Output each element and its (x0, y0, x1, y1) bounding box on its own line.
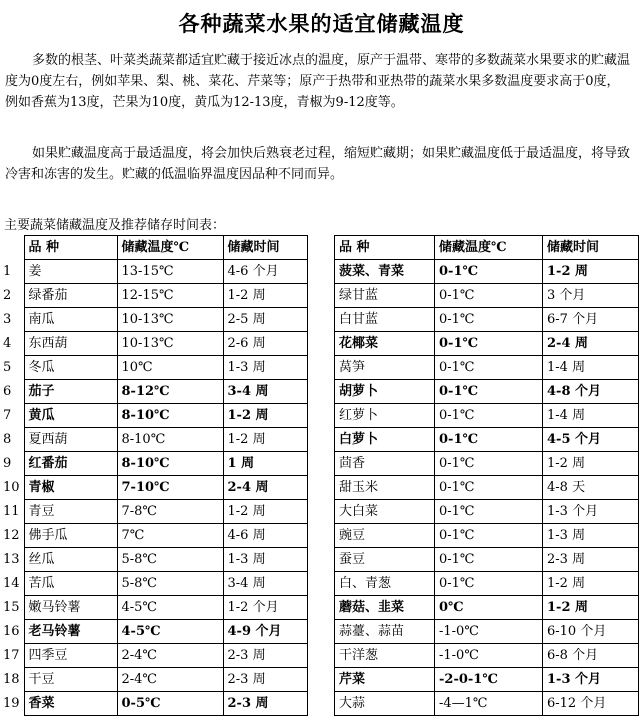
storage-temp: 12-15℃ (117, 284, 223, 308)
row-index: 13 (0, 548, 24, 572)
table-row (0, 404, 307, 428)
intro-paragraph: 多数的根茎、叶菜类蔬菜都适宜贮藏于接近冰点的温度，原产于温带、寒带的多数蔬菜水果要求的贮藏温度为0度左右，例如苹果、梨、桃、菜花、芹菜等；原产于热带和亚热带的蔬菜水果多数温度要求高于0度，例如香蕉为13度，芒果为10度，黄瓜为12-13度，青椒为9-12度等。 (5, 53, 631, 110)
vegetable-name: 绿番茄 (24, 284, 117, 308)
storage-time: 4-6 周 (223, 524, 307, 548)
row-index: 9 (0, 452, 24, 476)
row-index: 2 (0, 284, 24, 308)
table-row (0, 332, 307, 356)
vegetable-name: 佛手瓜 (24, 524, 117, 548)
row-index: 5 (0, 356, 24, 380)
vegetable-name: 白、青葱 (335, 572, 435, 596)
storage-temp: 0-1℃ (435, 428, 543, 452)
storage-time: 2-4 周 (223, 476, 307, 500)
table-row (0, 524, 307, 548)
table-row (335, 260, 639, 284)
storage-temp: 8-12℃ (117, 380, 223, 404)
storage-temp: 0-1℃ (435, 452, 543, 476)
row-index: 10 (0, 476, 24, 500)
table-row (0, 644, 307, 668)
vegetable-name: 香菜 (24, 692, 117, 716)
table-row (335, 668, 639, 692)
table-row (0, 572, 307, 596)
storage-time: 1-2 周 (223, 404, 307, 428)
vegetable-name: 青豆 (24, 500, 117, 524)
name-header: 品 种 (24, 236, 117, 260)
row-index: 6 (0, 380, 24, 404)
storage-temp: 0-1℃ (435, 308, 543, 332)
storage-temp: 10-13℃ (117, 332, 223, 356)
vegetable-name: 老马铃薯 (24, 620, 117, 644)
row-index: 3 (0, 308, 24, 332)
row-index: 19 (0, 692, 24, 716)
table-row (0, 596, 307, 620)
storage-time: 3-4 周 (223, 572, 307, 596)
left-storage-table (0, 235, 308, 716)
storage-time: 1-3 周 (223, 548, 307, 572)
vegetable-name: 胡萝卜 (335, 380, 435, 404)
index-header (0, 236, 24, 260)
vegetable-name: 红萝卜 (335, 404, 435, 428)
storage-time: 2-5 周 (223, 308, 307, 332)
right-storage-table (334, 235, 639, 716)
vegetable-name: 干豆 (24, 668, 117, 692)
storage-time: 4-8 天 (543, 476, 639, 500)
storage-time: 2-3 周 (223, 644, 307, 668)
temp-header: 储藏温度℃ (117, 236, 223, 260)
left-header-row (0, 236, 307, 260)
storage-time: 3 个月 (543, 284, 639, 308)
storage-time: 1-2 周 (543, 572, 639, 596)
page-title: 各种蔬菜水果的适宜储藏温度 (178, 11, 465, 36)
storage-temp: 7-10℃ (117, 476, 223, 500)
time-header: 储藏时间 (223, 236, 307, 260)
storage-temp: 0-1℃ (435, 572, 543, 596)
row-index: 16 (0, 620, 24, 644)
storage-time: 2-4 周 (543, 332, 639, 356)
storage-time: 2-3 周 (223, 692, 307, 716)
table-row (0, 500, 307, 524)
storage-time: 6-12 个月 (543, 692, 639, 716)
vegetable-name: 大白菜 (335, 500, 435, 524)
storage-temp: 0-5℃ (117, 692, 223, 716)
table-row (0, 668, 307, 692)
vegetable-name: 黄瓜 (24, 404, 117, 428)
storage-temp: 10℃ (117, 356, 223, 380)
storage-time: 2-6 周 (223, 332, 307, 356)
row-index: 18 (0, 668, 24, 692)
row-index: 7 (0, 404, 24, 428)
vegetable-name: 南瓜 (24, 308, 117, 332)
vegetable-name: 茴香 (335, 452, 435, 476)
storage-temp: 2-4℃ (117, 644, 223, 668)
table-row (335, 428, 639, 452)
storage-temp: 0-1℃ (435, 356, 543, 380)
storage-time: 3-4 周 (223, 380, 307, 404)
row-index: 12 (0, 524, 24, 548)
storage-temp: 0-1℃ (435, 548, 543, 572)
table-row (0, 428, 307, 452)
storage-temp: 0-1℃ (435, 500, 543, 524)
table-row (0, 476, 307, 500)
storage-temp: -2-0-1℃ (435, 668, 543, 692)
storage-temp: -4—1℃ (435, 692, 543, 716)
storage-temp: 0-1℃ (435, 332, 543, 356)
storage-time: 1-3 个月 (543, 668, 639, 692)
storage-time: 1-2 周 (543, 596, 639, 620)
storage-time: 1-3 个月 (543, 500, 639, 524)
storage-temp: 0-1℃ (435, 404, 543, 428)
time-header: 储藏时间 (543, 236, 639, 260)
vegetable-name: 冬瓜 (24, 356, 117, 380)
table-row (335, 284, 639, 308)
table-row (335, 548, 639, 572)
row-index: 14 (0, 572, 24, 596)
table-row (335, 692, 639, 716)
row-index: 4 (0, 332, 24, 356)
vegetable-name: 甜玉米 (335, 476, 435, 500)
table-row (335, 476, 639, 500)
vegetable-name: 花椰菜 (335, 332, 435, 356)
vegetable-name: 苦瓜 (24, 572, 117, 596)
table-row (0, 380, 307, 404)
temp-header: 储藏温度℃ (435, 236, 543, 260)
table-row (335, 380, 639, 404)
storage-temp: 0℃ (435, 596, 543, 620)
row-index: 15 (0, 596, 24, 620)
storage-temp: 8-10℃ (117, 428, 223, 452)
storage-time: 4-5 个月 (543, 428, 639, 452)
table-caption: 主要蔬菜储藏温度及推荐储存时间表： (4, 218, 226, 233)
storage-time: 1-2 周 (223, 284, 307, 308)
vegetable-name: 嫩马铃薯 (24, 596, 117, 620)
table-row (335, 356, 639, 380)
table-row (335, 308, 639, 332)
table-row (0, 356, 307, 380)
vegetable-name: 蒜薹、蒜苗 (335, 620, 435, 644)
storage-time: 4-8 个月 (543, 380, 639, 404)
vegetable-name: 四季豆 (24, 644, 117, 668)
storage-time: 1-2 周 (543, 260, 639, 284)
vegetable-name: 干洋葱 (335, 644, 435, 668)
storage-temp: 2-4℃ (117, 668, 223, 692)
vegetable-name: 青椒 (24, 476, 117, 500)
vegetable-name: 姜 (24, 260, 117, 284)
storage-time: 1-2 周 (543, 452, 639, 476)
vegetable-name: 白萝卜 (335, 428, 435, 452)
storage-temp: 0-1℃ (435, 260, 543, 284)
table-row (0, 284, 307, 308)
storage-time: 1-2 周 (223, 428, 307, 452)
table-row (335, 524, 639, 548)
table-row (335, 332, 639, 356)
storage-temp: 5-8℃ (117, 548, 223, 572)
storage-time: 1-2 个月 (223, 596, 307, 620)
table-row (0, 260, 307, 284)
vegetable-name: 东西葫 (24, 332, 117, 356)
storage-time: 2-3 周 (543, 548, 639, 572)
storage-time: 1-3 周 (223, 356, 307, 380)
row-index: 1 (0, 260, 24, 284)
vegetable-name: 豌豆 (335, 524, 435, 548)
storage-temp: 0-1℃ (435, 476, 543, 500)
storage-time: 6-7 个月 (543, 308, 639, 332)
storage-temp: 13-15℃ (117, 260, 223, 284)
storage-temp: 10-13℃ (117, 308, 223, 332)
storage-time: 1-2 周 (223, 500, 307, 524)
table-row (335, 452, 639, 476)
storage-temp: 4-5℃ (117, 596, 223, 620)
storage-time: 6-8 个月 (543, 644, 639, 668)
table-row (335, 596, 639, 620)
storage-temp: 8-10℃ (117, 452, 223, 476)
storage-temp: 0-1℃ (435, 524, 543, 548)
temperature-effect-paragraph: 如果贮藏温度高于最适温度，将会加快后熟衰老过程，缩短贮藏期；如果贮藏温度低于最适温度，将导致冷害和冻害的发生。贮藏的低温临界温度因品种不同而异。 (5, 146, 631, 182)
table-row (0, 452, 307, 476)
vegetable-name: 白甘蓝 (335, 308, 435, 332)
storage-time: 1-4 周 (543, 404, 639, 428)
vegetable-name: 夏西葫 (24, 428, 117, 452)
vegetable-name: 蚕豆 (335, 548, 435, 572)
storage-temp: 8-10℃ (117, 404, 223, 428)
storage-temp: 5-8℃ (117, 572, 223, 596)
right-header-row (335, 236, 639, 260)
table-row (335, 404, 639, 428)
storage-time: 1-3 周 (543, 524, 639, 548)
vegetable-name: 丝瓜 (24, 548, 117, 572)
table-row (0, 620, 307, 644)
storage-temp: 0-1℃ (435, 380, 543, 404)
storage-time: 4-6 个月 (223, 260, 307, 284)
vegetable-name: 菠菜、青菜 (335, 260, 435, 284)
vegetable-name: 红番茄 (24, 452, 117, 476)
row-index: 8 (0, 428, 24, 452)
table-row (335, 572, 639, 596)
table-row (0, 308, 307, 332)
storage-temp: -1-0℃ (435, 644, 543, 668)
row-index: 11 (0, 500, 24, 524)
vegetable-name: 大蒜 (335, 692, 435, 716)
vegetable-name: 芹菜 (335, 668, 435, 692)
storage-temp: 7℃ (117, 524, 223, 548)
storage-temp: 0-1℃ (435, 284, 543, 308)
vegetable-name: 蘑菇、韭菜 (335, 596, 435, 620)
table-row (0, 548, 307, 572)
storage-temp: -1-0℃ (435, 620, 543, 644)
storage-temp: 7-8℃ (117, 500, 223, 524)
vegetable-name: 莴笋 (335, 356, 435, 380)
table-row (335, 644, 639, 668)
vegetable-name: 绿甘蓝 (335, 284, 435, 308)
table-row (0, 692, 307, 716)
storage-time: 6-10 个月 (543, 620, 639, 644)
storage-time: 1 周 (223, 452, 307, 476)
row-index: 17 (0, 644, 24, 668)
storage-time: 4-9 个月 (223, 620, 307, 644)
table-row (335, 620, 639, 644)
name-header: 品 种 (335, 236, 435, 260)
table-row (335, 500, 639, 524)
storage-temp: 4-5℃ (117, 620, 223, 644)
storage-time: 2-3 周 (223, 668, 307, 692)
vegetable-name: 茄子 (24, 380, 117, 404)
storage-time: 1-4 周 (543, 356, 639, 380)
